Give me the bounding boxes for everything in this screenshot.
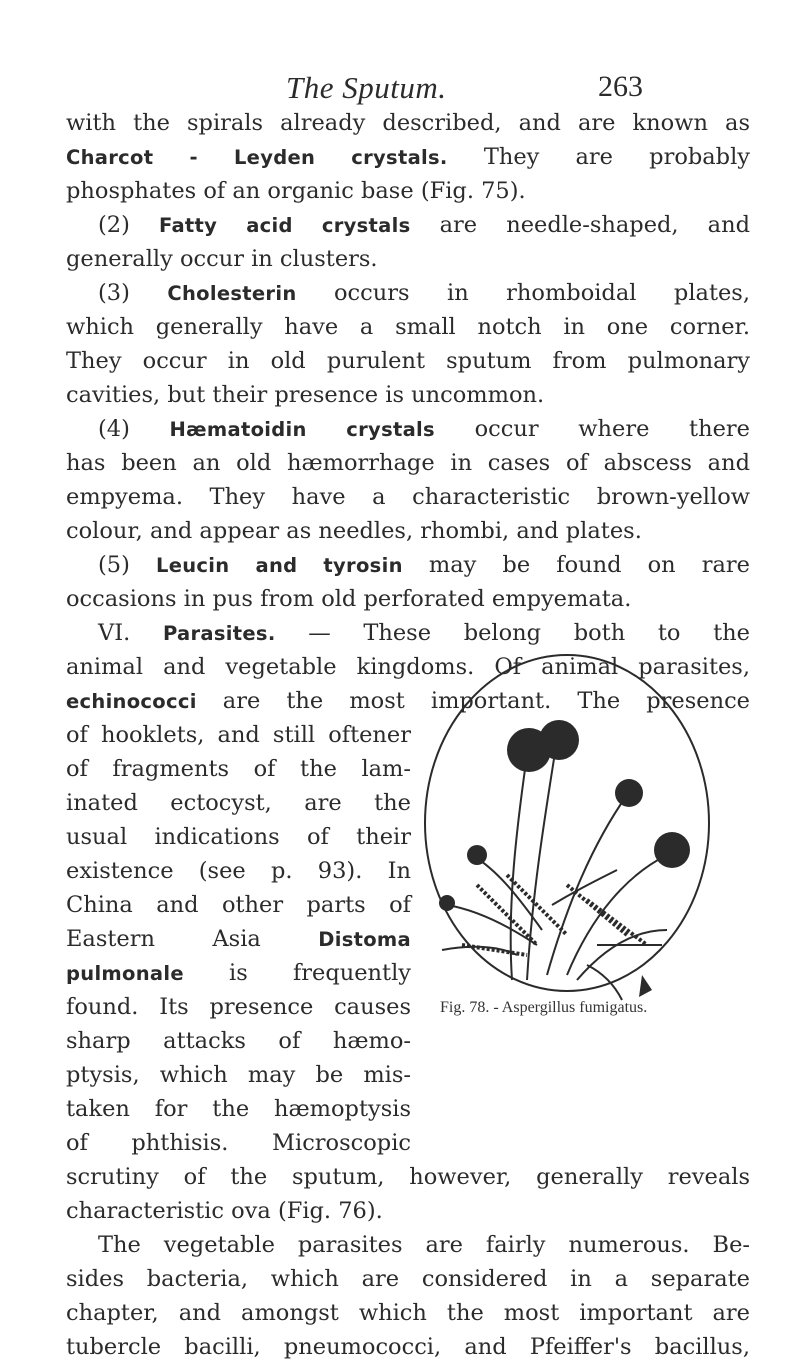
text-run: is frequently — [183, 960, 411, 986]
text-run: characteristic ova (Fig. 76). — [66, 1198, 383, 1224]
heading-haematoidin: Hæmatoidin crystals — [169, 418, 435, 441]
heading-parasites: Parasites. — [162, 622, 276, 645]
text-run: Eastern Asia — [66, 926, 319, 952]
text-run: with the spirals already described, and are known as — [66, 110, 750, 136]
text-line — [66, 820, 411, 854]
text-line — [66, 242, 750, 276]
text-line — [66, 480, 750, 514]
text-run: cavities, but their presence is uncommon. — [66, 382, 545, 408]
aspergillus-illustration-icon — [417, 645, 717, 1005]
text-line — [66, 956, 411, 990]
heading-echinococci: echinococci — [66, 690, 197, 713]
text-line — [66, 1160, 750, 1194]
text-line — [66, 446, 750, 480]
text-run: tubercle bacilli, pneumococci, and Pfeiffer's bacillus, — [66, 1334, 750, 1360]
text-run: China and other parts of — [66, 892, 411, 918]
text-run: of fragments of the lam- — [66, 756, 411, 782]
text-run: generally occur in clusters. — [66, 246, 378, 272]
text-line — [66, 1058, 411, 1092]
text-run: are needle-shaped, and — [410, 212, 750, 238]
text-run: scrutiny of the sputum, however, generally reveals — [66, 1164, 750, 1190]
text-line — [66, 1194, 750, 1228]
text-run: (2) — [98, 212, 159, 238]
text-run: (5) — [98, 552, 156, 578]
text-run: existence (see p. 93). In — [66, 858, 411, 884]
text-run: (4) — [98, 416, 170, 442]
heading-fatty-acid: Fatty acid crystals — [158, 214, 411, 237]
text-line — [66, 514, 750, 548]
text-line — [66, 276, 750, 310]
text-line — [66, 310, 750, 344]
figure-aspergillus — [417, 645, 717, 865]
text-run: of phthisis. Microscopic — [66, 1130, 411, 1156]
text-line — [66, 344, 750, 378]
heading-charcot-leyden: Charcot - Leyden crystals. — [66, 146, 448, 169]
text-run: of hooklets, and still oftener — [66, 722, 411, 748]
text-line — [66, 718, 411, 752]
figure-caption: Fig. 78. - Aspergillus fumigatus. — [440, 999, 648, 1016]
text-line — [66, 106, 750, 140]
text-line — [66, 174, 750, 208]
text-run: They occur in old purulent sputum from pulmonary — [66, 348, 750, 374]
text-run: which generally have a small notch in one corner. — [66, 314, 750, 340]
heading-leucin-tyrosin: Leucin and tyrosin — [155, 554, 403, 577]
running-title: The Sputum. — [286, 70, 447, 105]
text-run: VI. — [98, 620, 163, 646]
text-run: inated ectocyst, are the — [66, 790, 411, 816]
text-run: They are probably — [447, 144, 750, 170]
text-line — [66, 208, 750, 242]
text-run: sides bacteria, which are considered in a separate — [66, 1266, 750, 1292]
heading-distoma: Distoma — [318, 928, 411, 951]
text-line — [66, 412, 750, 446]
text-line — [66, 1228, 750, 1262]
text-line — [66, 1296, 750, 1330]
text-run: taken for the hæmoptysis — [66, 1096, 411, 1122]
text-run: The vegetable parasites are fairly numerous. Be- — [98, 1232, 750, 1258]
text-run: may be found on rare — [402, 552, 750, 578]
text-run: phosphates of an organic base (Fig. 75). — [66, 178, 526, 204]
text-line — [66, 888, 411, 922]
text-run: occurs in rhomboidal plates, — [296, 280, 750, 306]
text-line — [66, 140, 750, 174]
text-run: — These belong both to the — [275, 620, 750, 646]
text-line — [66, 752, 411, 786]
page-header — [0, 70, 801, 110]
text-run: (3) — [98, 280, 168, 306]
text-run: empyema. They have a characteristic brown-yellow — [66, 484, 750, 510]
text-line — [66, 378, 750, 412]
text-run: usual indications of their — [66, 824, 411, 850]
text-run: occur where there — [434, 416, 750, 442]
heading-cholesterin: Cholesterin — [167, 282, 297, 305]
text-line — [66, 1262, 750, 1296]
text-line — [66, 786, 411, 820]
text-run: found. Its presence causes — [66, 994, 411, 1020]
text-run: ptysis, which may be mis- — [66, 1062, 411, 1088]
page-number: 263 — [598, 70, 643, 103]
text-line — [66, 990, 411, 1024]
text-run: colour, and appear as needles, rhombi, and plates. — [66, 518, 642, 544]
text-run: are the most important. The presence — [196, 688, 750, 714]
text-run: occasions in pus from old perforated empyemata. — [66, 586, 632, 612]
text-line — [66, 582, 750, 616]
text-line — [66, 1092, 411, 1126]
text-line — [66, 1024, 411, 1058]
text-run: has been an old hæmorrhage in cases of abscess and — [66, 450, 750, 476]
text-line — [66, 922, 411, 956]
text-run: animal and vegetable kingdoms. Of animal parasites, — [66, 654, 750, 680]
text-line — [66, 1330, 750, 1364]
heading-pulmonale: pulmonale — [66, 962, 184, 985]
text-run: sharp attacks of hæmo- — [66, 1028, 411, 1054]
text-line — [66, 548, 750, 582]
text-line — [66, 1126, 411, 1160]
text-run: chapter, and amongst which the most important are — [66, 1300, 750, 1326]
text-line — [66, 854, 411, 888]
